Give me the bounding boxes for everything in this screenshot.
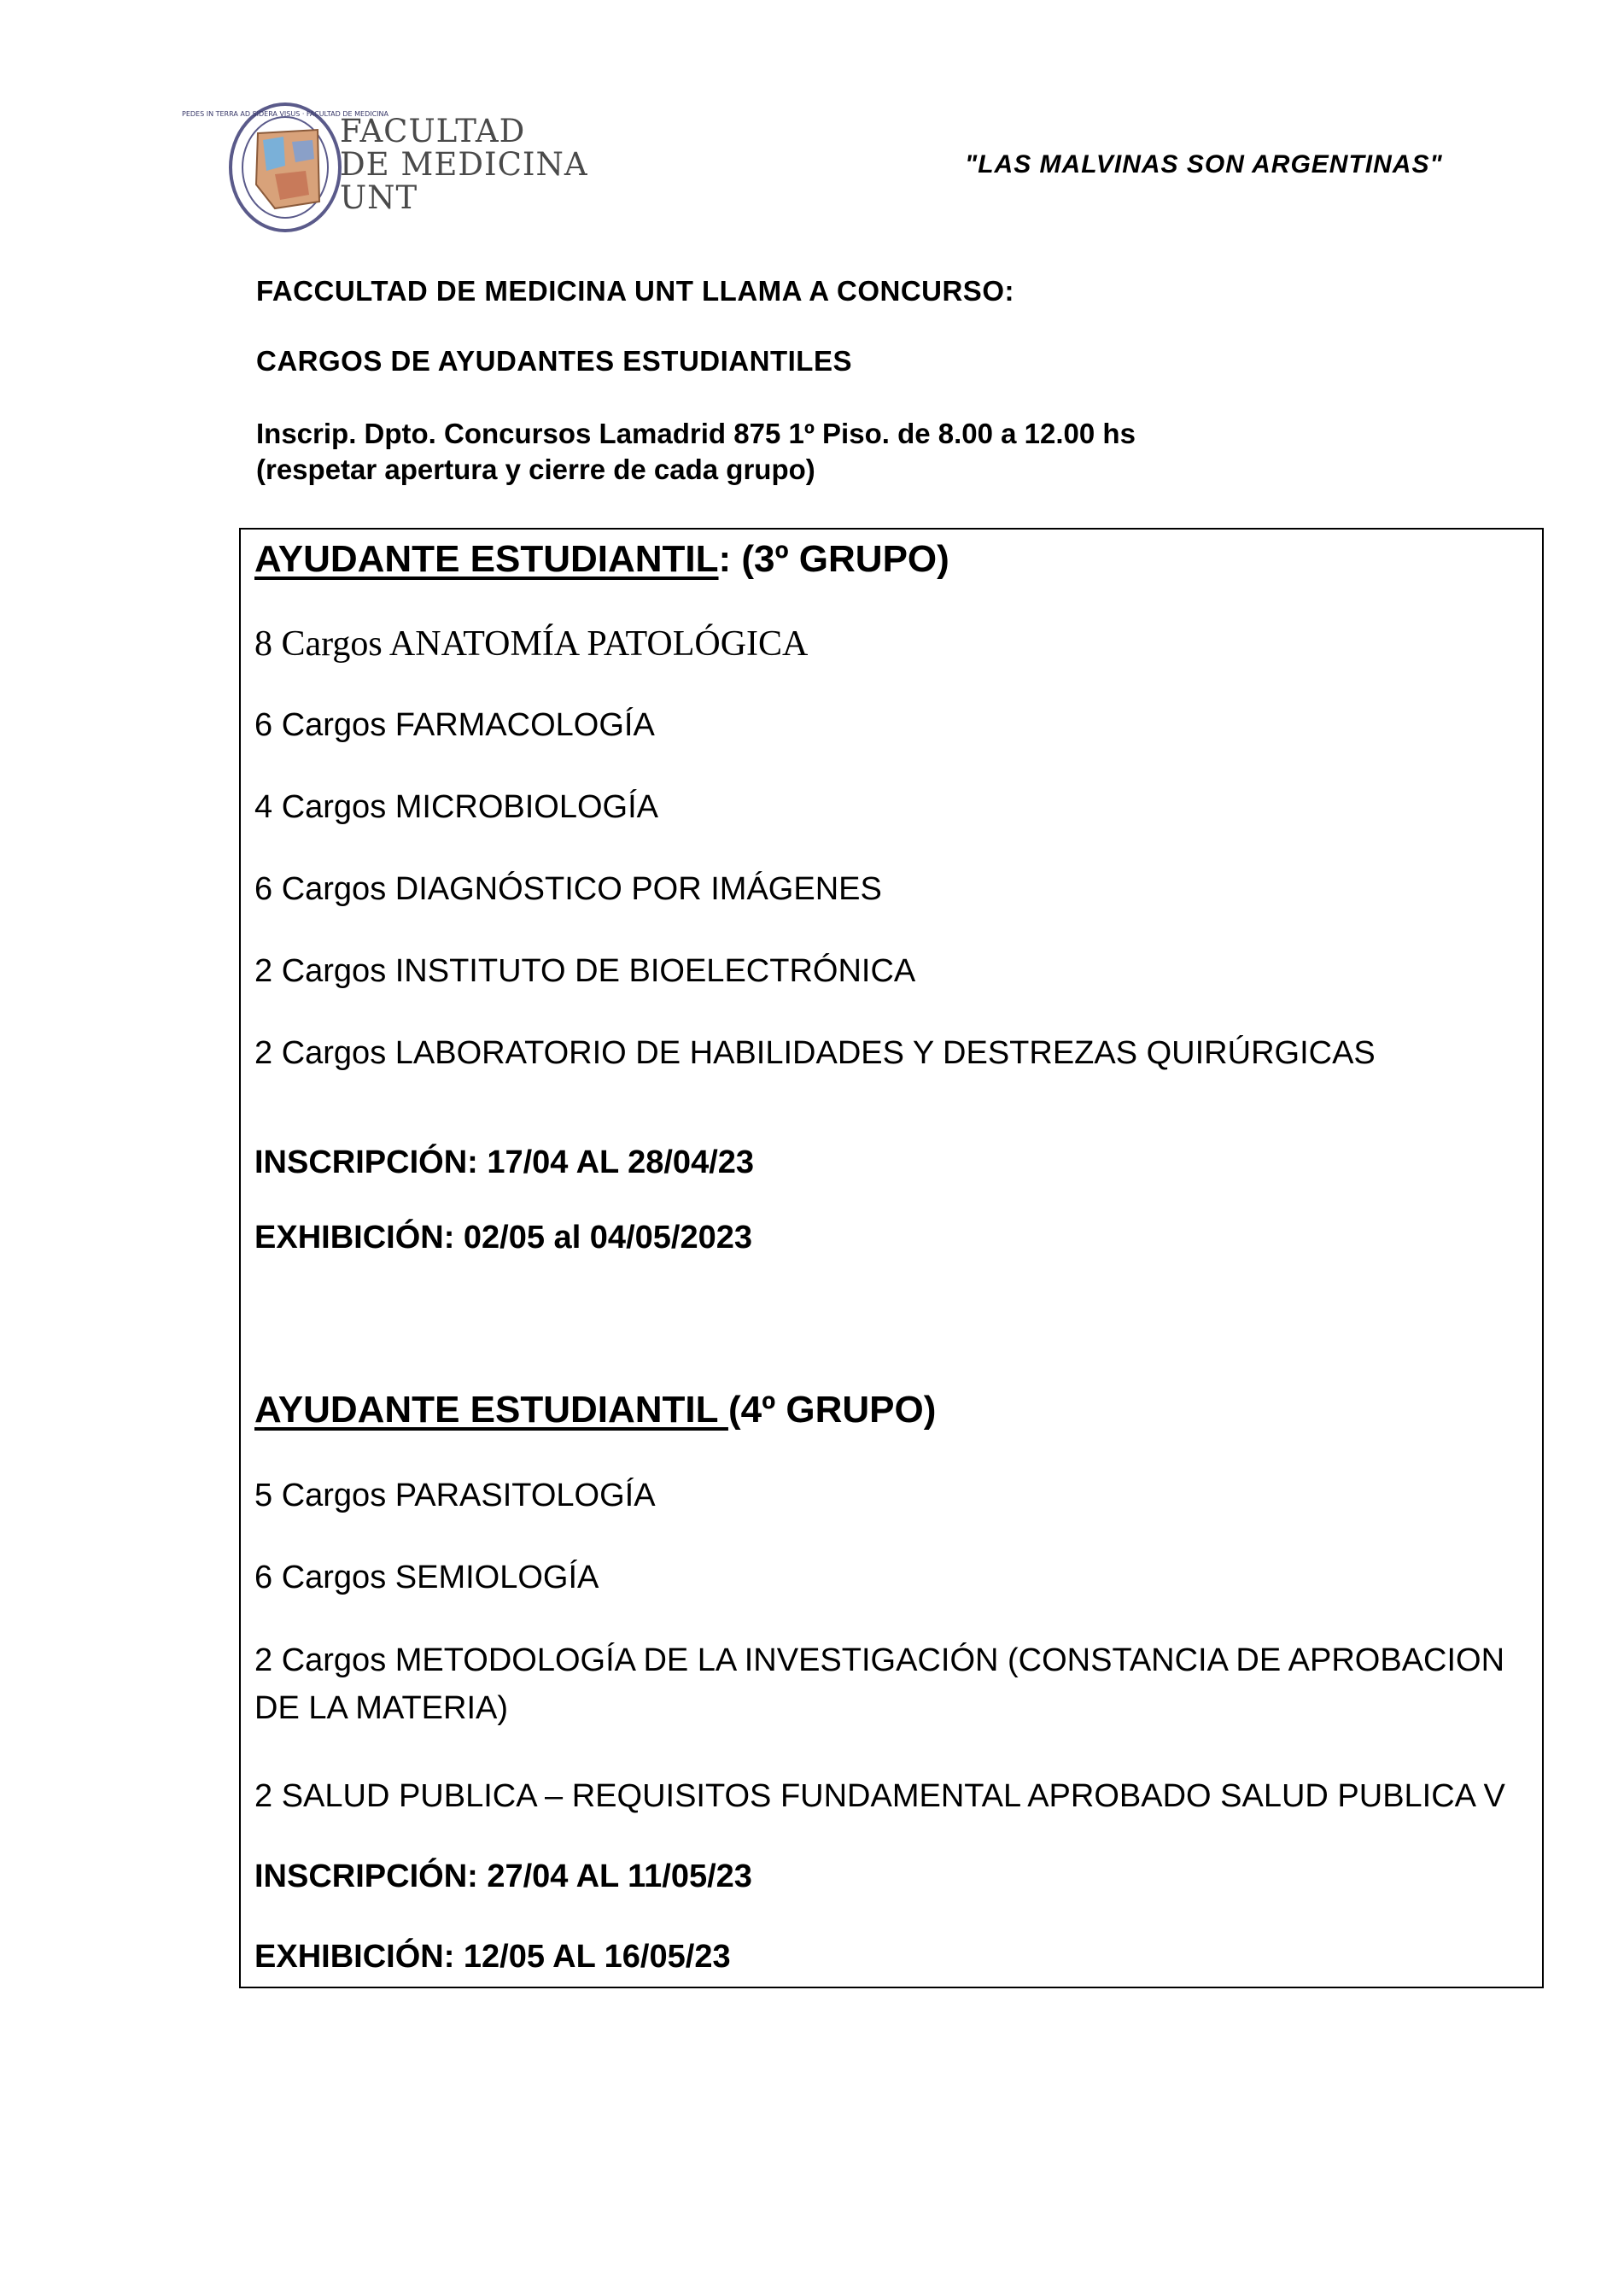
- group3-item: 6 Cargos DIAGNÓSTICO POR IMÁGENES: [254, 871, 882, 907]
- groups-box: [239, 528, 1544, 1988]
- group3-exhibicion: EXHIBICIÓN: 02/05 al 04/05/2023: [254, 1220, 752, 1256]
- motto: "LAS MALVINAS SON ARGENTINAS": [965, 150, 1443, 179]
- group3-item: 4 Cargos MICROBIOLOGÍA: [254, 789, 659, 825]
- group3-item: 8 Cargos ANATOMÍA PATOLÓGICA: [254, 624, 809, 664]
- announcement-title: FACCULTAD DE MEDICINA UNT LLAMA A CONCURSO:: [256, 275, 1014, 307]
- logo-line-3: UNT: [340, 179, 418, 216]
- group3-title-underlined: AYUDANTE ESTUDIANTIL: [254, 538, 719, 580]
- announcement-subtitle: CARGOS DE AYUDANTES ESTUDIANTILES: [256, 345, 852, 377]
- faculty-logo: [182, 99, 599, 236]
- logo-wordmark: [340, 114, 588, 214]
- group4-item: 6 Cargos SEMIOLOGÍA: [254, 1560, 599, 1595]
- registration-info: [256, 416, 1136, 488]
- group4-title: [254, 1389, 936, 1431]
- group4-title-rest: (4º GRUPO): [727, 1389, 937, 1431]
- registration-note: (respetar apertura y cierre de cada grupo): [256, 454, 815, 485]
- group4-item: 2 Cargos METODOLOGÍA DE LA INVESTIGACIÓN (CONSTANCIA DE APROBACION DE LA MATERIA): [254, 1642, 1505, 1726]
- group4-inscripcion: INSCRIPCIÓN: 27/04 AL 11/05/23: [254, 1858, 752, 1894]
- group4-item: 2 SALUD PUBLICA – REQUISITOS FUNDAMENTAL APROBADO SALUD PUBLICA V: [254, 1778, 1505, 1814]
- group4-item: 5 Cargos PARASITOLOGÍA: [254, 1478, 656, 1513]
- group3-item: 2 Cargos INSTITUTO DE BIOELECTRÓNICA: [254, 953, 916, 989]
- group3-inscripcion: INSCRIPCIÓN: 17/04 AL 28/04/23: [254, 1144, 755, 1180]
- registration-location: Inscrip. Dpto. Concursos Lamadrid 875 1º Piso. de 8.00 a 12.00 hs: [256, 418, 1136, 449]
- group3-item: 2 Cargos LABORATORIO DE HABILIDADES Y DESTREZAS QUIRÚRGICAS: [254, 1035, 1376, 1071]
- logo-line-1: FACULTAD: [340, 113, 526, 149]
- group3-title: [254, 538, 949, 581]
- group3-title-rest: : (3º GRUPO): [718, 538, 949, 580]
- logo-line-2: DE MEDICINA: [340, 146, 588, 183]
- seal-text: PEDES IN TERRA AD SIDERA VISUS · FACULTAD DE MEDICINA: [182, 110, 388, 118]
- group4-title-underlined: AYUDANTE ESTUDIANTIL: [254, 1389, 728, 1431]
- group4-exhibicion: EXHIBICIÓN: 12/05 AL 16/05/23: [254, 1939, 731, 1975]
- group3-item: 6 Cargos FARMACOLOGÍA: [254, 707, 655, 743]
